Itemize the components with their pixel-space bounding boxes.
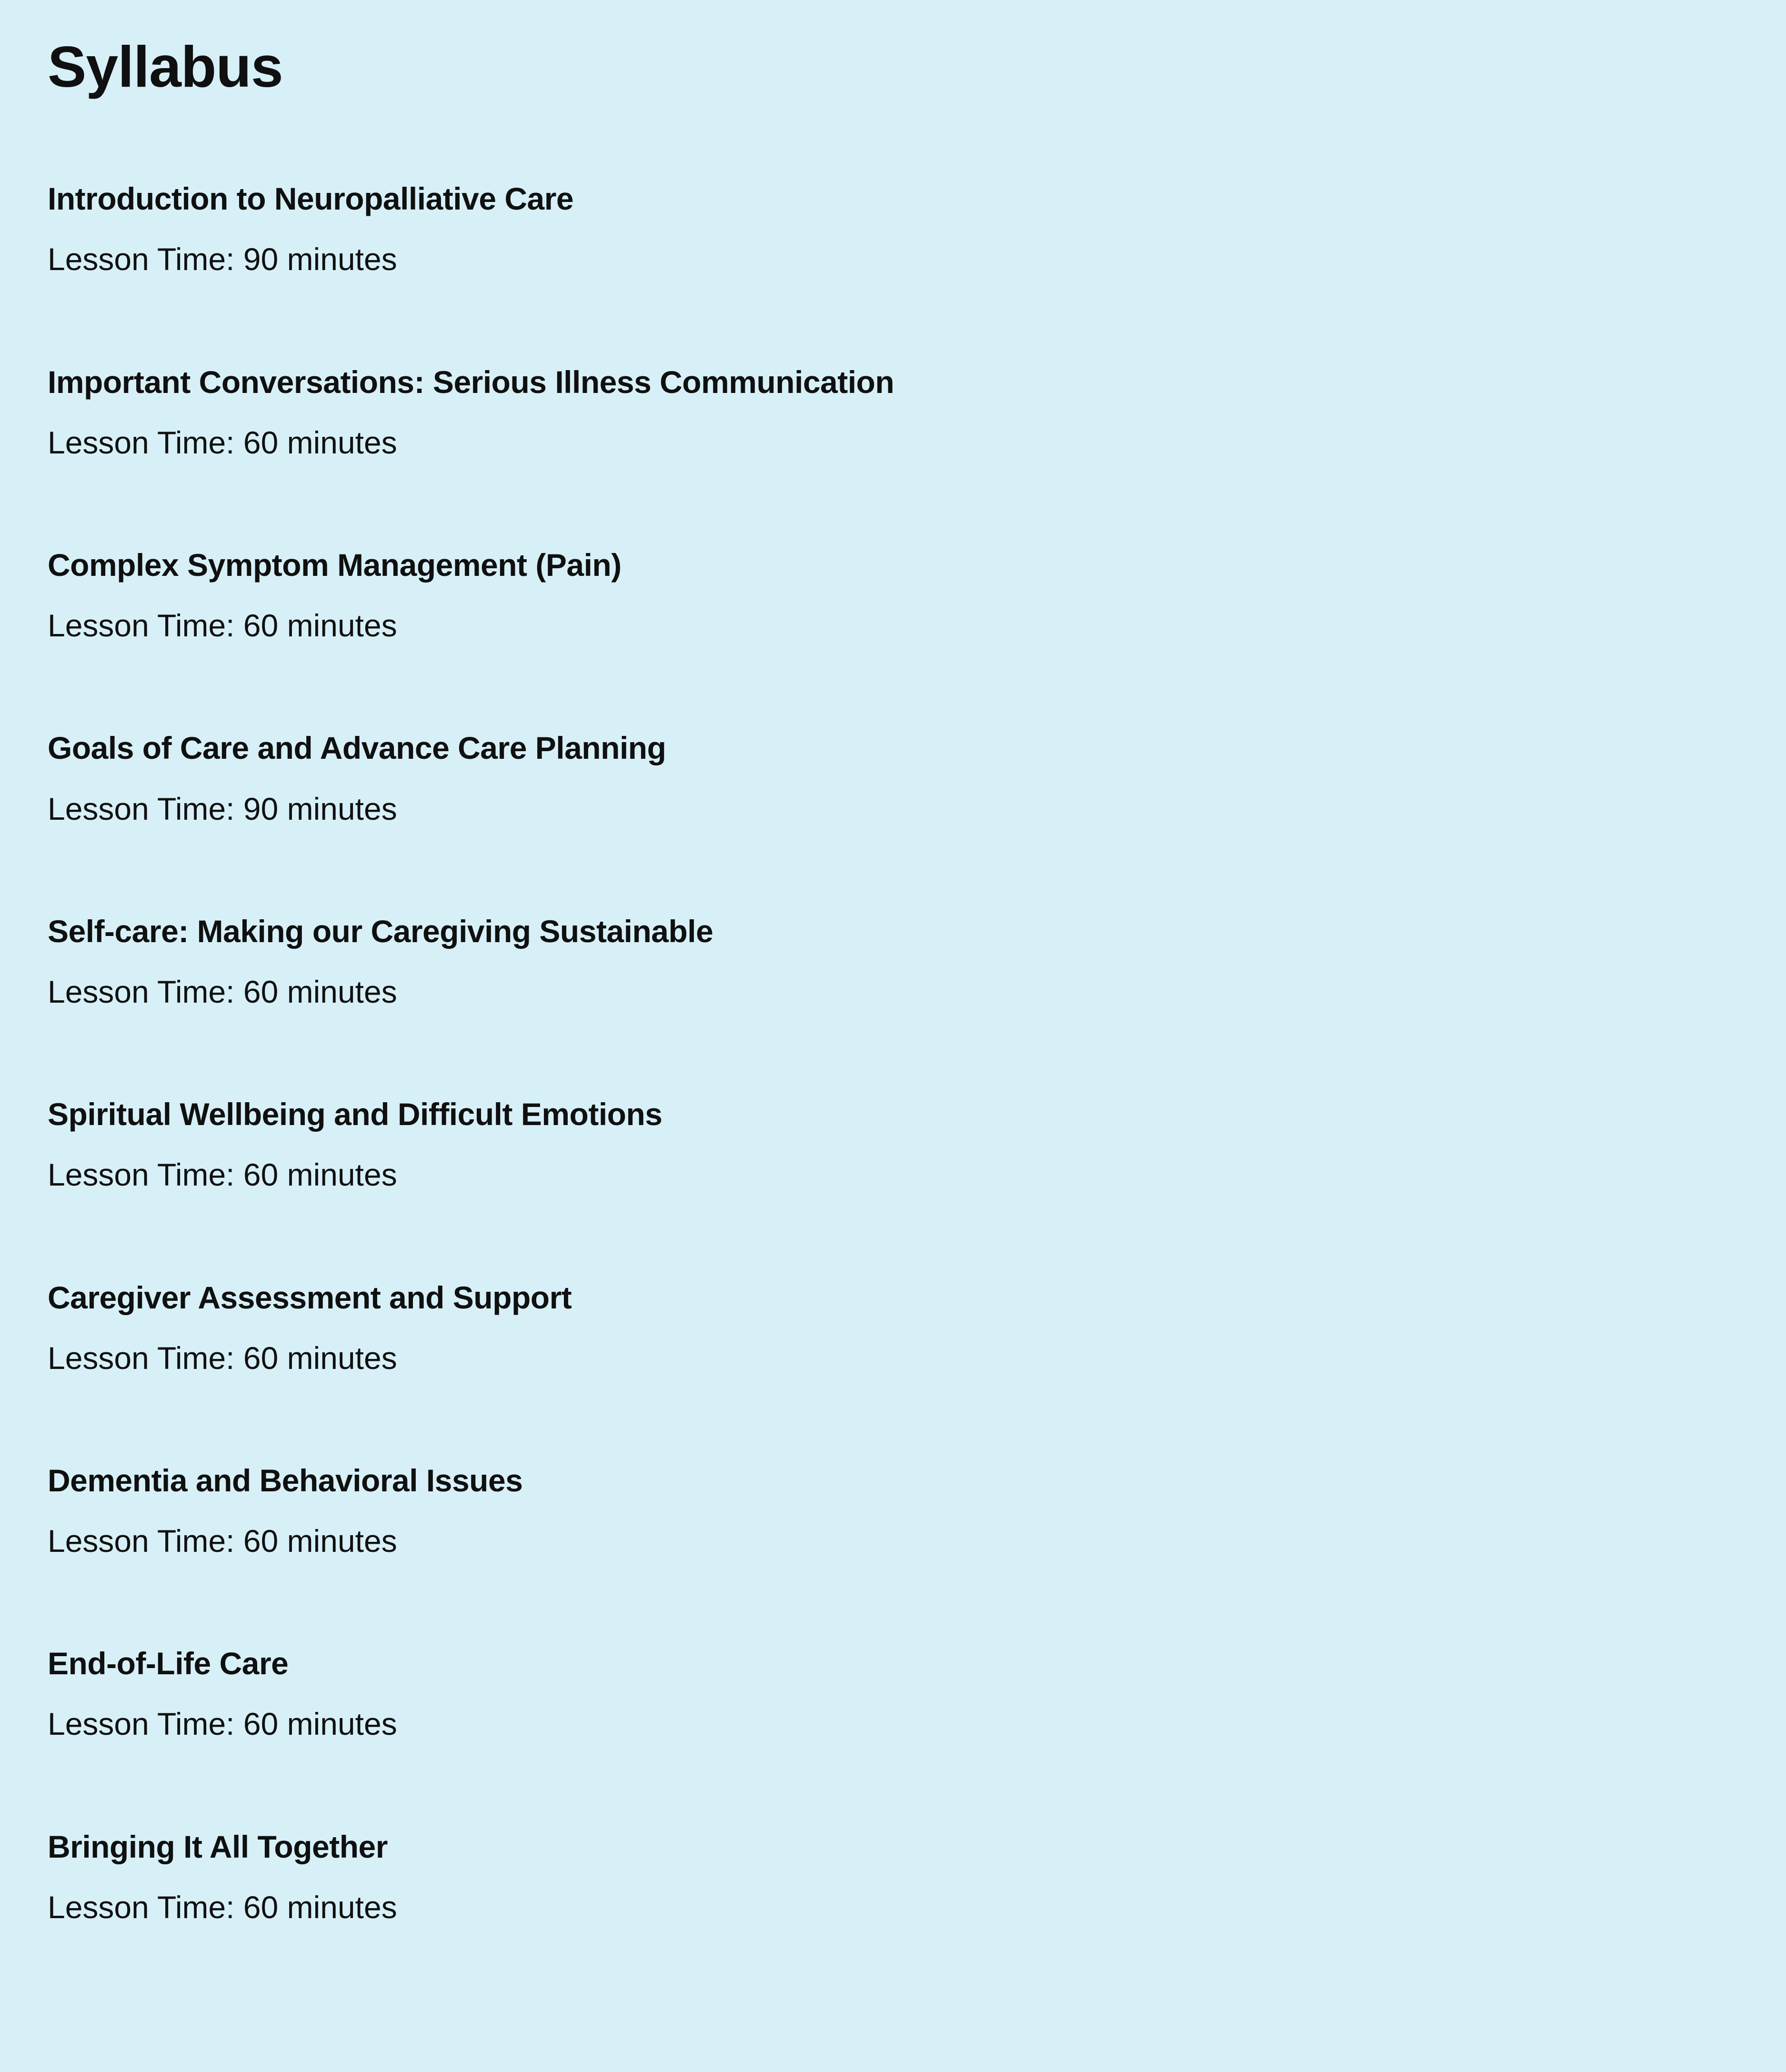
lesson-item [48, 363, 1738, 462]
lesson-time-label: Lesson Time: 60 minutes [48, 1706, 397, 1742]
lesson-title: Complex Symptom Management (Pain) [48, 547, 622, 583]
lesson-title: Spiritual Wellbeing and Difficult Emotions [48, 1096, 662, 1132]
lesson-time-label: Lesson Time: 60 minutes [48, 974, 397, 1009]
lesson-title: Introduction to Neuropalliative Care [48, 181, 574, 217]
lesson-item [48, 913, 1738, 1011]
lesson-title: Self-care: Making our Caregiving Sustainable [48, 913, 713, 949]
lesson-time-label: Lesson Time: 60 minutes [48, 424, 397, 460]
lesson-item [48, 1279, 1738, 1377]
lesson-time-label: Lesson Time: 60 minutes [48, 1340, 397, 1376]
lesson-list [48, 180, 1738, 1926]
lesson-item [48, 1096, 1738, 1194]
lesson-time-label: Lesson Time: 60 minutes [48, 1889, 397, 1925]
lesson-item [48, 1828, 1738, 1926]
lesson-title: Caregiver Assessment and Support [48, 1279, 572, 1315]
lesson-item [48, 729, 1738, 827]
lesson-time-label: Lesson Time: 60 minutes [48, 1157, 397, 1193]
lesson-item [48, 180, 1738, 278]
lesson-time-label: Lesson Time: 60 minutes [48, 1523, 397, 1559]
lesson-title: Dementia and Behavioral Issues [48, 1462, 523, 1498]
page-title: Syllabus [48, 34, 283, 99]
lesson-title: Goals of Care and Advance Care Planning [48, 730, 666, 766]
lesson-title: Bringing It All Together [48, 1829, 388, 1864]
lesson-time-label: Lesson Time: 60 minutes [48, 608, 397, 644]
lesson-title: End-of-Life Care [48, 1646, 289, 1681]
lesson-time-label: Lesson Time: 90 minutes [48, 791, 397, 826]
lesson-item [48, 1645, 1738, 1743]
syllabus-section [48, 33, 1738, 1926]
lesson-item [48, 1462, 1738, 1560]
lesson-time-label: Lesson Time: 90 minutes [48, 241, 397, 277]
lesson-item [48, 546, 1738, 644]
lesson-title: Important Conversations: Serious Illness Communication [48, 364, 894, 400]
